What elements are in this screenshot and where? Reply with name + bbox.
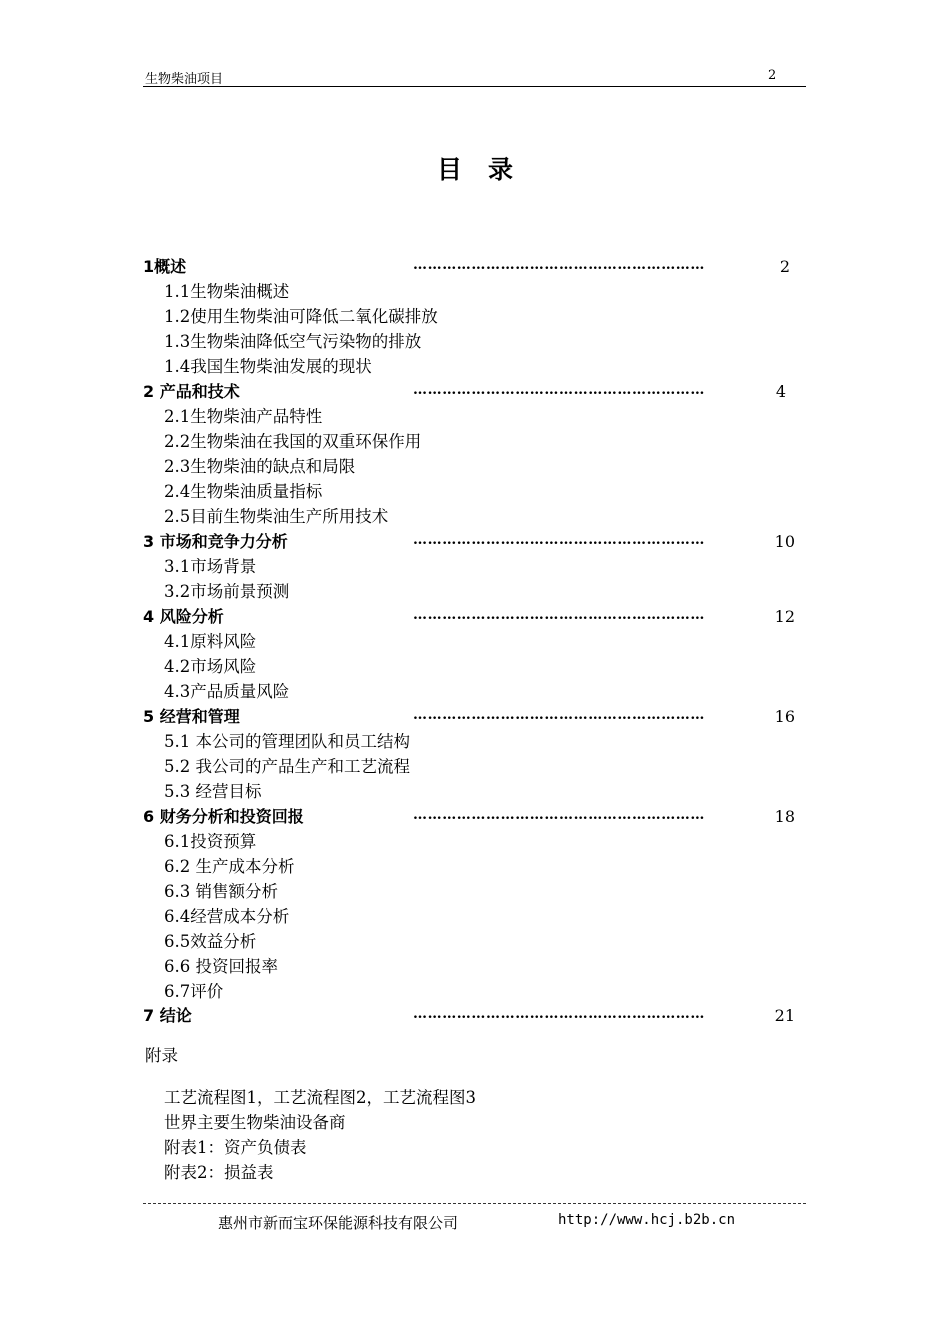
toc-item[interactable]: 1.2使用生物柴油可降低二氧化碳排放 xyxy=(164,307,438,326)
toc-chapter-5[interactable]: 5 经营和管理 xyxy=(143,707,240,726)
header-doc-title: 生物柴油项目 xyxy=(145,72,224,87)
toc-item[interactable]: 2.3生物柴油的缺点和局限 xyxy=(164,457,356,476)
toc-chapter-4[interactable]: 4 风险分析 xyxy=(143,607,224,626)
toc-leader-7: …………………………………………………… xyxy=(413,1006,705,1022)
toc-item[interactable]: 1.1生物柴油概述 xyxy=(164,282,290,301)
toc-leader-6: …………………………………………………… xyxy=(413,807,705,823)
appendix-item: 工艺流程图1，工艺流程图2，工艺流程图3 xyxy=(164,1088,476,1107)
header-page-number: 2 xyxy=(768,68,777,83)
appendix-title: 附录 xyxy=(145,1046,178,1065)
toc-item[interactable]: 6.1投资预算 xyxy=(164,832,257,851)
toc-chapter-6[interactable]: 6 财务分析和投资回报 xyxy=(143,807,304,826)
toc-item[interactable]: 3.1市场背景 xyxy=(164,557,257,576)
appendix-item: 世界主要生物柴油设备商 xyxy=(164,1113,346,1132)
toc-leader-2: …………………………………………………… xyxy=(413,382,705,398)
toc-leader-5: …………………………………………………… xyxy=(413,707,705,723)
header-rule xyxy=(143,86,806,87)
toc-chapter-7[interactable]: 7 结论 xyxy=(143,1006,192,1025)
toc-page-1: 2 xyxy=(779,257,790,276)
toc-page-2: 4 xyxy=(775,382,786,401)
toc-item[interactable]: 5.2 我公司的产品生产和工艺流程 xyxy=(164,757,410,776)
appendix-item: 附表1：资产负债表 xyxy=(164,1138,307,1157)
toc-chapter-1[interactable]: 1概述 xyxy=(143,257,187,276)
toc-item[interactable]: 2.1生物柴油产品特性 xyxy=(164,407,323,426)
toc-item[interactable]: 4.3产品质量风险 xyxy=(164,682,290,701)
toc-chapter-3[interactable]: 3 市场和竞争力分析 xyxy=(143,532,288,551)
toc-item[interactable]: 6.6 投资回报率 xyxy=(164,957,278,976)
toc-chapter-2[interactable]: 2 产品和技术 xyxy=(143,382,240,401)
footer-company: 惠州市新而宝环保能源科技有限公司 xyxy=(218,1214,459,1232)
toc-item[interactable]: 2.4生物柴油质量指标 xyxy=(164,482,323,501)
toc-item[interactable]: 5.1 本公司的管理团队和员工结构 xyxy=(164,732,410,751)
toc-item[interactable]: 6.4经营成本分析 xyxy=(164,907,290,926)
toc-page-6: 18 xyxy=(774,807,795,826)
toc-item[interactable]: 6.3 销售额分析 xyxy=(164,882,278,901)
toc-page-4: 12 xyxy=(774,607,795,626)
toc-item[interactable]: 6.5效益分析 xyxy=(164,932,257,951)
toc-leader-4: …………………………………………………… xyxy=(413,607,705,623)
footer-url[interactable]: http://www.hcj.b2b.cn xyxy=(558,1212,736,1228)
toc-item[interactable]: 6.7评价 xyxy=(164,982,224,1001)
toc-page-7: 21 xyxy=(774,1006,795,1025)
footer-rule xyxy=(143,1203,806,1204)
toc-leader-3: …………………………………………………… xyxy=(413,532,705,548)
toc-item[interactable]: 4.1原料风险 xyxy=(164,632,257,651)
toc-item[interactable]: 1.4我国生物柴油发展的现状 xyxy=(164,357,372,376)
toc-page-5: 16 xyxy=(774,707,795,726)
toc-page-3: 10 xyxy=(774,532,795,551)
toc-title: 目录 xyxy=(436,155,539,184)
toc-item[interactable]: 1.3生物柴油降低空气污染物的排放 xyxy=(164,332,422,351)
toc-item[interactable]: 3.2市场前景预测 xyxy=(164,582,290,601)
toc-leader-1: …………………………………………………… xyxy=(413,257,705,273)
toc-item[interactable]: 5.3 经营目标 xyxy=(164,782,262,801)
toc-item[interactable]: 4.2市场风险 xyxy=(164,657,257,676)
toc-item[interactable]: 6.2 生产成本分析 xyxy=(164,857,295,876)
toc-item[interactable]: 2.5目前生物柴油生产所用技术 xyxy=(164,507,389,526)
toc-item[interactable]: 2.2生物柴油在我国的双重环保作用 xyxy=(164,432,422,451)
appendix-item: 附表2：损益表 xyxy=(164,1163,274,1182)
